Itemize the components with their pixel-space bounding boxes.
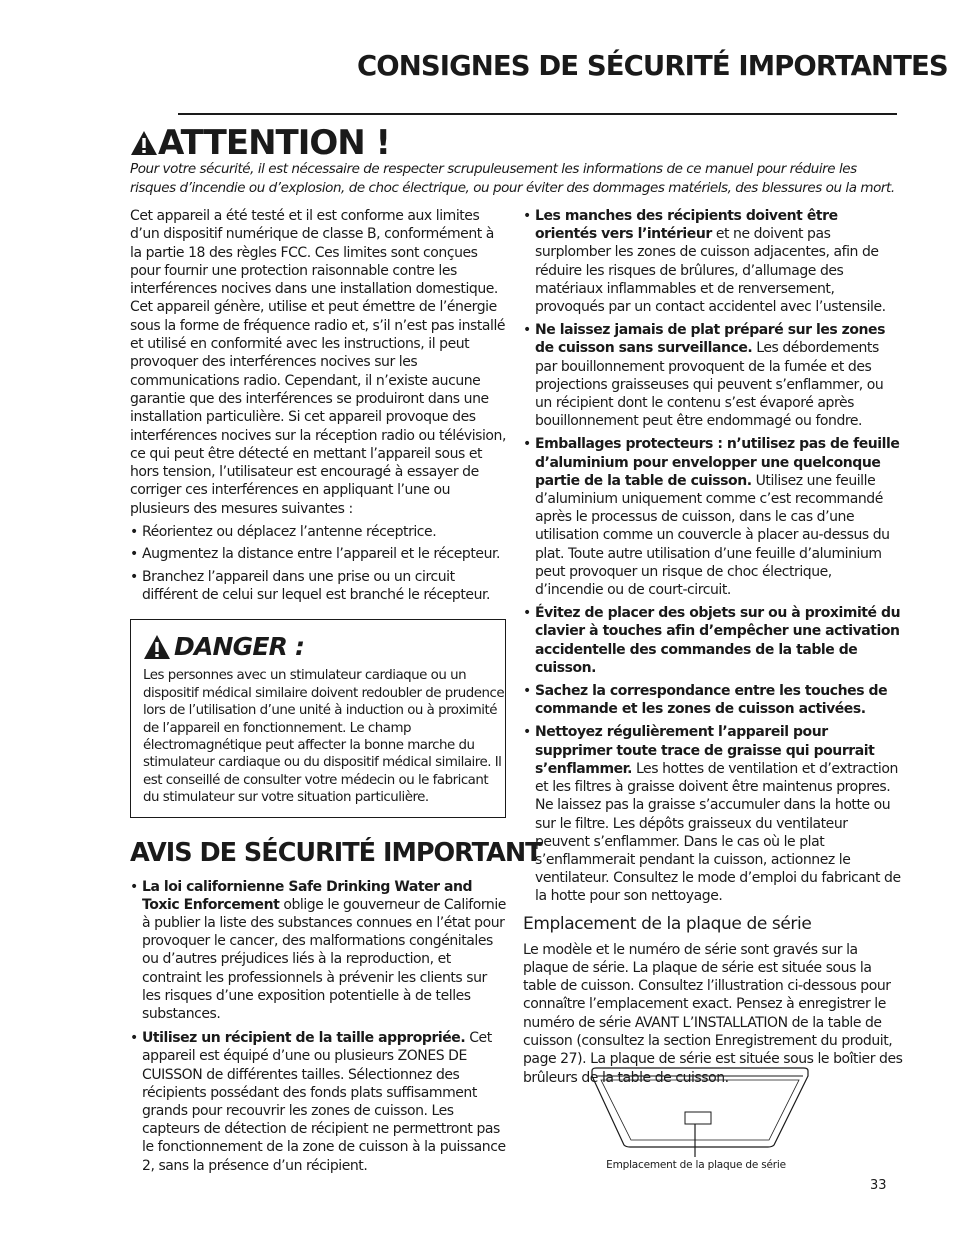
avis-heading: AVIS DE SÉCURITÉ IMPORTANT — [130, 837, 542, 868]
cooktop-inner-outline — [601, 1080, 799, 1140]
header-divider — [178, 113, 897, 115]
page-number: 33 — [870, 1178, 887, 1193]
danger-text: Les personnes avec un stimulateur cardiaque ou un dispositif médical similaire doivent redoubler de prudence lors de l’utilisation d’une unité à induction ou à proximité de l’appareil en fonctionnement. Le champ électromagnétique peut affecter la bonne marche du stimulateur cardiaque ou du dispositif médical similaire. Il est conseillé de consulter votre médecin ou le fabricant du stimulateur sur votre situation particulière. — [143, 668, 505, 806]
list-item-bold: Emballages protecteurs : n’utilisez pas de feuille d’aluminium pour envelopper une quelconque partie de la table de cuisson. — [535, 436, 900, 489]
fcc-bullet-list — [130, 523, 508, 605]
page-title: CONSIGNES DE SÉCURITÉ IMPORTANTES — [357, 50, 948, 82]
serial-plate-heading: Emplacement de la plaque de série — [523, 913, 812, 934]
serial-plate-marker — [685, 1112, 711, 1124]
right-column — [523, 207, 903, 1087]
list-item — [523, 682, 903, 718]
list-item-bold: Utilisez un récipient de la taille appropriée. — [142, 1030, 466, 1047]
list-item-bold: Les manches des récipients doivent être orientés vers l’intérieur — [535, 208, 838, 243]
list-item-text: Les débordements par bouillonnement provoquent de la fumée et des projections graisseuses qui peuvent s’enflammer, ou un récipient dont le contenu s’est évaporé après bouillonnement peut être endommagé ou fondre. — [535, 340, 884, 430]
list-item-text: oblige le gouverneur de Californie à publier la liste des substances connues en l’état pour provoquer le cancer, des malformations congénitales ou d’autres préjudices liés à la reproduction, et contraint les professionnels à prévenir les clients sur les risques d’une exposition potentielle à de telles substances. — [142, 896, 506, 1023]
list-item-bold: Nettoyez régulièrement l’appareil pour supprimer toute trace de graisse qui pourrait s’enflammer. — [535, 724, 875, 777]
safety-bullet-list — [523, 207, 903, 906]
list-item — [523, 723, 903, 905]
list-item: • Branchez l’appareil dans une prise ou un circuit différent de celui sur lequel est branché le récepteur. — [130, 568, 508, 604]
list-item-text: Les hottes de ventilation et d’extraction et les filtres à graisse doivent être maintenus propres. Ne laissez pas la graisse s’accumuler dans la hotte ou sur le filtre. Les dépôts graisseux du ventilateur peuvent s’enflammer. Dans le cas où le plat s’enflammerait pendant la cuisson, actionnez le ventilateur. Consultez le mode d’emploi du fabricant de la hotte pour son nettoyage. — [535, 760, 901, 905]
list-item-bold: La loi californienne Safe Drinking Water and Toxic Enforcement — [142, 878, 473, 913]
cooktop-underside-illustration — [590, 1067, 810, 1159]
list-item: • Augmentez la distance entre l’appareil et le récepteur. — [130, 545, 508, 563]
list-item — [130, 1029, 508, 1175]
attention-title-text: ATTENTION ! — [158, 123, 391, 163]
danger-title-text: DANGER : — [174, 632, 305, 662]
list-item-text: et ne doivent pas surplomber les zones de cuisson adjacentes, afin de réduire les risques de brûlures, d’allumage des matériaux inflammables et de renversement, provoqués par un contact accidentel avec l’ustensile. — [535, 226, 886, 316]
attention-heading — [130, 123, 390, 163]
list-item-bold: Sachez la correspondance entre les touches de commande et les zones de cuisson activées. — [535, 683, 888, 718]
warning-triangle-icon — [143, 634, 171, 660]
fcc-paragraph: Cet appareil a été testé et il est conforme aux limites d’un dispositif numérique de classe B, conformément à la partie 18 des règles FCC. Ces limites sont conçues pour fournir une protection raisonnable contre les interférences nocives dans une installation domestique. Cet appareil génère, utilise et peut émettre de l’énergie sous la forme de fréquence radio et, s’il n’est pas installé et utilisé en conformité avec les instructions, il peut provoquer des interférences nocives sur les communications radio. Cependant, il n’existe aucune garantie que des interférences se produiront dans une installation particulière. Si cet appareil provoque des interférences nocives sur la réception radio ou télévision, ce qui peut être détecté en mettant l’appareil sous et hors tension, l’utilisateur est encouragé à essayer de corriger ces interférences en appliquant l’une ou plusieurs des mesures suivantes : — [130, 208, 506, 517]
list-item — [130, 878, 508, 1024]
list-item-bold: Évitez de placer des objets sur ou à proximité du clavier à touches afin d’empêcher une activation accidentelle des commandes de la table de cuisson. — [535, 605, 901, 676]
serial-plate-text: Le modèle et le numéro de série sont gravés sur la plaque de série. La plaque de série est située sous la table de cuisson. Consultez l’illustration ci-dessous pour connaître l’emplacement exact. Pensez à enregistrer le numéro de série AVANT L’INSTALLATION de la table de cuisson (consultez la section Enregistrement du produit, page 27). La plaque de série est située sous le boîtier des brûleurs de la table de cuisson. — [523, 941, 903, 1086]
list-item — [523, 604, 903, 677]
list-item — [523, 435, 903, 599]
warning-triangle-icon — [130, 130, 158, 156]
list-item-text: Utilisez une feuille d’aluminium uniquement comme c’est recommandé après le processus de cuisson, dans le cas d’une utilisation comme un couvercle à placer au-dessus du plat. Toute autre utilisation d’une feuille d’aluminium peut provoquer un risque de choc électrique, d’incendie ou de court-circuit. — [535, 472, 890, 599]
danger-box — [130, 619, 506, 817]
danger-heading — [143, 632, 505, 661]
list-item-bold: Ne laissez jamais de plat préparé sur les zones de cuisson sans surveillance. — [535, 322, 885, 357]
list-item — [523, 207, 903, 316]
list-item: • Réorientez ou déplacez l’antenne réceptrice. — [130, 523, 508, 541]
avis-bullet-list — [130, 878, 508, 1175]
serial-plate-caption: Emplacement de la plaque de série — [606, 1159, 786, 1171]
list-item — [523, 321, 903, 430]
list-item-text: Cet appareil est équipé d’une ou plusieurs ZONES DE CUISSON de différentes tailles. Sélectionnez des récipients possédant des fonds plats suffisamment grands pour recouvrir les zones de cuisson. Les capteurs de détection de récipient ne permettront pas le fonctionnement de la zone de cuisson à la puissance 2, sans la présence d’un récipient. — [142, 1030, 506, 1174]
attention-intro: Pour votre sécurité, il est nécessaire de respecter scrupuleusement les informations de ce manuel pour réduire les risques d’incendie ou d’explosion, de choc électrique, ou pour éviter des dommages matériels, des blessures ou la mort. — [130, 161, 895, 196]
left-column — [130, 207, 542, 1181]
